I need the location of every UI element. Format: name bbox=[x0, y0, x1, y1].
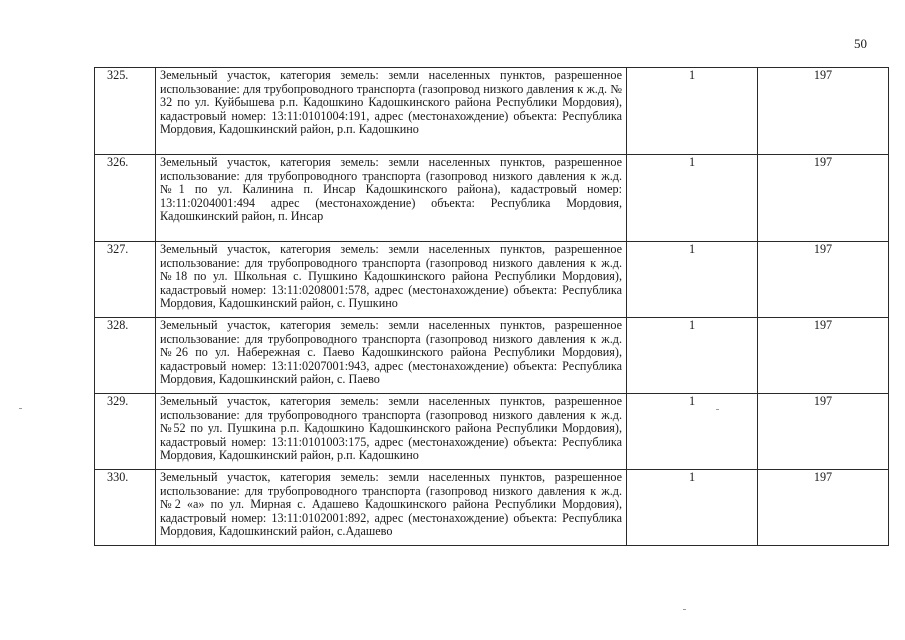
row-quantity: 1 bbox=[627, 68, 758, 155]
row-number: 326. bbox=[95, 155, 156, 242]
row-number: 328. bbox=[95, 318, 156, 394]
row-description: Земельный участок, категория земель: земли населенных пунктов, разрешенное использование: для трубопроводного транспорта (газопровод низкого давления к ж.д. №2 «а» по ул. Мирная с. Адашево Кадошкинского района Республики Мордовия), кадастровый номер: 13:11:0102001:892, адрес (местонахождение) объекта: Республика Мордовия, Кадошкинский район, с.Адашево bbox=[156, 470, 627, 546]
row-quantity: 1 bbox=[627, 470, 758, 546]
row-number: 330. bbox=[95, 470, 156, 546]
table-row bbox=[95, 68, 889, 155]
row-number: 329. bbox=[95, 394, 156, 470]
table-row bbox=[95, 155, 889, 242]
row-number: 327. bbox=[95, 242, 156, 318]
row-quantity: 1 bbox=[627, 318, 758, 394]
row-code: 197 bbox=[758, 318, 889, 394]
row-description: Земельный участок, категория земель: земли населенных пунктов, разрешенное использование: для трубопроводного транспорта (газопровод низкого давления к ж.д. №52 по ул. Пушкина р.п. Кадошкино Кадошкинского района Республики Мордовия), кадастровый номер: 13:11:0101003:175, адрес (местонахождение) объекта: Республика Мордовия, Кадошкинский район, р.п. Кадошкино bbox=[156, 394, 627, 470]
scan-speck bbox=[19, 408, 22, 409]
row-code: 197 bbox=[758, 155, 889, 242]
row-code: 197 bbox=[758, 242, 889, 318]
row-description: Земельный участок, категория земель: земли населенных пунктов, разрешенное использование: для трубопроводного транспорта (газопровод низкого давления к ж.д. №26 по ул. Набережная с. Паево Кадошкинского района Республики Мордовия), кадастровый номер: 13:11:0207001:943, адрес (местонахождение) объекта: Республика Мордовия, Кадошкинский район, с. Паево bbox=[156, 318, 627, 394]
scan-speck bbox=[683, 609, 686, 610]
row-number: 325. bbox=[95, 68, 156, 155]
table-row bbox=[95, 318, 889, 394]
row-description: Земельный участок, категория земель: земли населенных пунктов, разрешенное использование: для трубопроводного транспорта (газопровод низкого давления к ж.д. №18 по ул. Школьная с. Пушкино Кадошкинского района Республики Мордовия), кадастровый номер: 13:11:0208001:578, адрес (местонахождение) объекта: Республика Мордовия, Кадошкинский район, с. Пушкино bbox=[156, 242, 627, 318]
row-quantity: 1 bbox=[627, 242, 758, 318]
scan-speck bbox=[716, 409, 719, 410]
row-description: Земельный участок, категория земель: земли населенных пунктов, разрешенное использование: для трубопроводного транспорта (газопровод низкого давления к ж.д. №1 по ул. Калинина п. Инсар Кадошкинского района), кадастровый номер: 13:11:0204001:494 адрес (местонахождение) объекта: Республика Мордовия, Кадошкинский район, п. Инсар bbox=[156, 155, 627, 242]
row-code: 197 bbox=[758, 68, 889, 155]
row-code: 197 bbox=[758, 470, 889, 546]
row-quantity: 1 bbox=[627, 155, 758, 242]
table-row bbox=[95, 242, 889, 318]
row-description: Земельный участок, категория земель: земли населенных пунктов, разрешенное использование: для трубопроводного транспорта (газопровод низкого давления к ж.д. № 32 по ул. Куйбышева р.п. Кадошкино Кадошкинского района Республики Мордовия), кадастровый номер: 13:11:0101004:191, адрес (местонахождение) объекта: Республика Мордовия, Кадошкинский район, р.п. Кадошкино bbox=[156, 68, 627, 155]
page-number: 50 bbox=[854, 36, 867, 51]
property-registry-table bbox=[94, 67, 889, 546]
table-row bbox=[95, 394, 889, 470]
row-code: 197 bbox=[758, 394, 889, 470]
table-row bbox=[95, 470, 889, 546]
row-quantity: 1 bbox=[627, 394, 758, 470]
